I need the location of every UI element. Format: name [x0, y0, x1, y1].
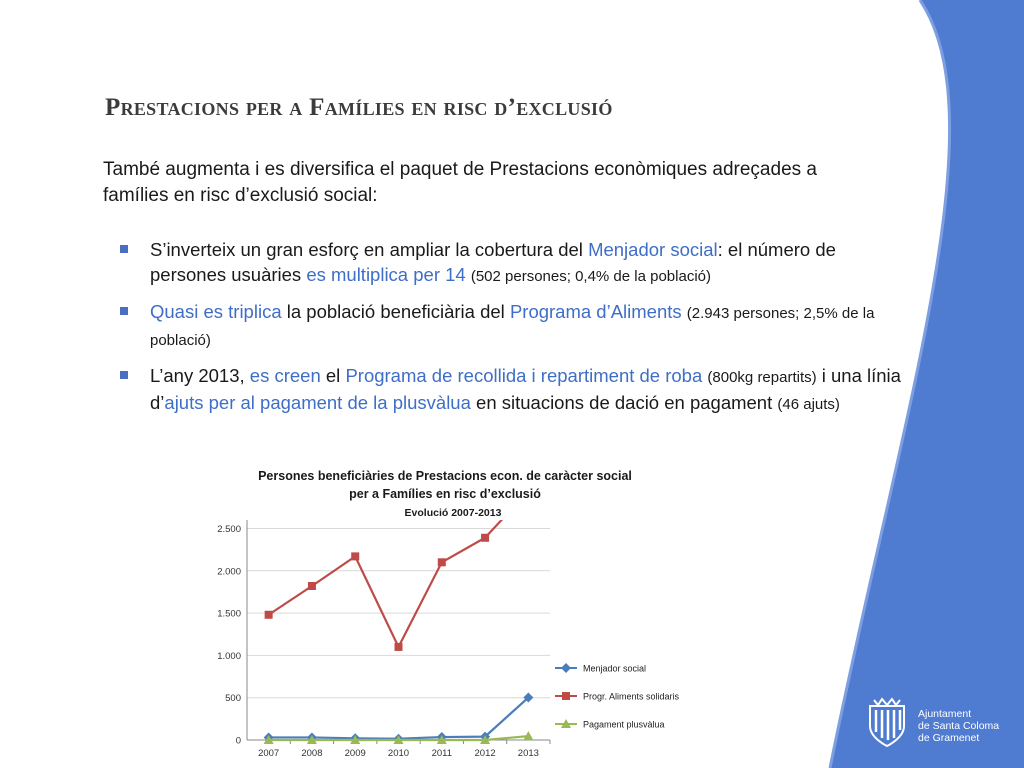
x-tick-label: 2013: [517, 748, 539, 759]
y-tick-label: 1.500: [217, 608, 241, 620]
chart-title: Persones beneficiàries de Prestacions econ. de caràcter social: [258, 469, 632, 483]
legend-marker: [562, 692, 570, 700]
bullet-text-run: la població beneficiària del: [281, 301, 510, 322]
chart-subtitle-2: Evolució 2007-2013: [404, 507, 502, 519]
logo-line-1: Ajuntament: [918, 708, 972, 720]
legend-marker: [561, 663, 571, 673]
highlight-text: ajuts per al pagament de la plusvàlua: [164, 392, 471, 413]
y-tick-label: 1.000: [217, 650, 241, 662]
bullet-text-run: (46 ajuts): [777, 396, 840, 413]
y-tick-label: 0: [235, 735, 241, 747]
x-tick-label: 2007: [258, 748, 280, 759]
bullet-text-run: en situacions de dació en pagament: [470, 392, 778, 413]
y-tick-label: 500: [225, 693, 241, 705]
bullet-text-run: i una línia d’: [150, 365, 901, 413]
bullet-item-roba: [120, 363, 910, 417]
bullet-text-run: (800kg repartits): [707, 369, 817, 386]
line-chart: [195, 462, 695, 768]
slide-title: Prestacions per a Famílies en risc d’exclusió: [105, 94, 613, 121]
bullet-text-run: L’any 2013,: [150, 365, 250, 386]
x-tick-label: 2012: [474, 748, 496, 759]
legend-entry: Progr. Aliments solidaris: [583, 691, 680, 702]
data-point: [351, 552, 359, 560]
legend-entry: Pagament plusvàlua: [583, 719, 665, 730]
series-group: [269, 698, 529, 739]
bullet-text-run: S’inverteix un gran esforç en ampliar la cobertura del: [150, 239, 589, 260]
bullet-text-run: el: [320, 365, 346, 386]
highlight-text: Menjador social: [588, 239, 718, 260]
series-line: [269, 698, 529, 739]
legend-entry: Menjador social: [583, 663, 647, 674]
municipality-logo: [852, 688, 1022, 758]
highlight-text: Programa de recollida i repartiment de roba: [345, 365, 703, 386]
x-tick-label: 2010: [387, 748, 410, 759]
data-point: [438, 558, 446, 566]
square-bullet-icon: [120, 245, 128, 253]
x-tick-label: 2011: [431, 748, 453, 759]
bullet-text-run: (502 persones; 0,4% de la població): [470, 268, 711, 285]
bullet-text-run: : el número de persones usuàries: [150, 239, 836, 285]
square-bullet-icon: [120, 371, 128, 379]
logo-line-2: de Santa Coloma: [918, 720, 1000, 732]
intro-paragraph: També augmenta i es diversifica el paquet de Prestacions econòmiques adreçades a famílies en risc d’exclusió social:: [103, 159, 817, 206]
highlight-text: Quasi es triplica: [150, 301, 282, 322]
y-tick-label: 2.000: [217, 566, 241, 578]
bullet-text: [150, 301, 874, 349]
x-tick-label: 2009: [344, 748, 366, 759]
x-tick-label: 2008: [301, 748, 323, 759]
highlight-text: Programa d’Aliments: [509, 301, 682, 322]
logo-line-3: de Gramenet: [918, 732, 980, 744]
data-point: [308, 582, 316, 590]
highlight-text: es multiplica per 14: [306, 264, 466, 285]
bullet-text: [150, 365, 901, 413]
coat-of-arms-icon: [862, 696, 912, 748]
data-point: [395, 643, 403, 651]
bullet-item-aliments: [120, 299, 910, 353]
chart-subtitle: per a Famílies en risc d’exclusió: [349, 487, 541, 501]
highlight-text: es creen: [249, 365, 321, 386]
bullet-list: [120, 237, 910, 427]
bullet-text-run: (2.943 persones; 2,5% de la població): [150, 305, 875, 349]
y-tick-label: 2.500: [217, 523, 241, 535]
data-point: [481, 534, 489, 542]
logo-text: [918, 708, 1018, 744]
square-bullet-icon: [120, 307, 128, 315]
bullet-text: [150, 239, 836, 285]
bullet-item-menjador: [120, 237, 910, 289]
data-point: [265, 611, 273, 619]
